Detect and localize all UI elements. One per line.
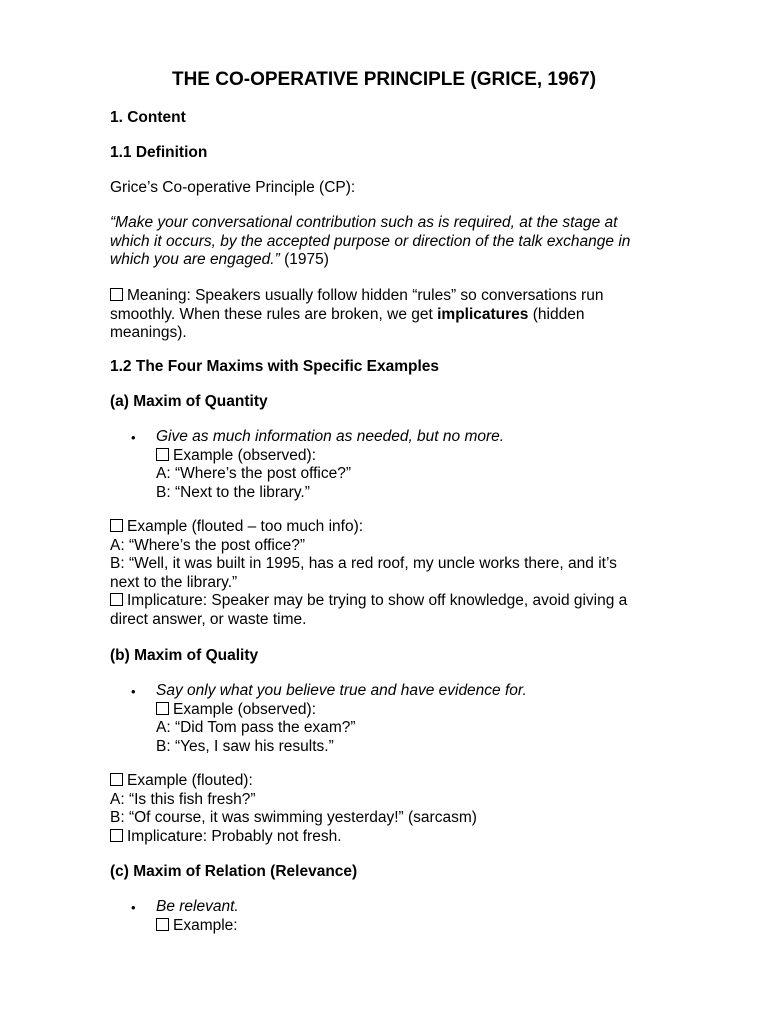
meaning-line: (hidden [528, 305, 585, 323]
maxim-relation-bullet [156, 898, 696, 935]
meaning-line: smoothly. When these rules are broken, we get [110, 305, 438, 323]
maxim-rule: Give as much information as needed, but no more. [156, 428, 505, 445]
missing-glyph-icon [156, 448, 169, 461]
missing-glyph-icon [110, 519, 123, 532]
quote-line: which you are engaged.” [110, 251, 280, 268]
dialogue-line: B: “Next to the library.” [156, 483, 310, 501]
section-heading-definition: 1.1 Definition [110, 144, 208, 161]
missing-glyph-icon [110, 288, 123, 301]
dialogue-line: B: “Well, it was built in 1995, has a red roof, my uncle works there, and it’s [110, 555, 617, 572]
section-heading-content: 1. Content [110, 109, 186, 126]
dialogue-line: A: “Where’s the post office?” [110, 536, 305, 554]
example-label: Example (observed): [173, 446, 317, 464]
maxim-quality-bullet [156, 682, 696, 756]
dialogue-line: B: “Yes, I saw his results.” [156, 737, 334, 755]
implicature-text: direct answer, or waste time. [110, 610, 307, 628]
document-title: THE CO-OPERATIVE PRINCIPLE (GRICE, 1967) [171, 69, 597, 90]
example-label: Example (flouted): [127, 772, 253, 789]
quantity-flouted-example [110, 518, 680, 629]
section-heading-four-maxims: 1.2 The Four Maxims with Specific Examples [110, 358, 440, 375]
quality-flouted-example [110, 772, 680, 846]
example-label: Example (flouted – too much info): [127, 518, 364, 535]
missing-glyph-icon [110, 593, 123, 606]
meaning-line: Meaning: Speakers usually follow hidden “rules” so conversations run [127, 287, 604, 304]
bullet-icon: • [131, 430, 136, 445]
dialogue-line: B: “Of course, it was swimming yesterday!” (sarcasm) [110, 809, 477, 826]
cp-intro-text: Grice’s Co-operative Principle (CP): [110, 179, 356, 196]
maxim-quality-heading: (b) Maxim of Quality [110, 647, 259, 664]
missing-glyph-icon [110, 773, 123, 786]
dialogue-line: A: “Did Tom pass the exam?” [156, 719, 356, 736]
meaning-line: meanings). [110, 324, 187, 341]
example-label: Example (observed): [173, 700, 317, 718]
quote-line: “Make your conversational contribution such as is required, at the stage at [110, 214, 618, 231]
dialogue-line: next to the library.” [110, 573, 238, 591]
implicatures-term: implicatures [437, 305, 529, 323]
meaning-paragraph [110, 287, 680, 343]
example-label: Example: [173, 916, 238, 934]
implicature-text: Implicature: Probably not fresh. [127, 827, 342, 845]
missing-glyph-icon [156, 918, 169, 931]
maxim-rule: Say only what you believe true and have evidence for. [156, 682, 527, 699]
bullet-icon: • [131, 684, 136, 699]
quote-year: (1975) [279, 251, 329, 268]
maxim-rule: Be relevant. [156, 898, 239, 915]
maxim-quantity-heading: (a) Maxim of Quantity [110, 393, 268, 410]
dialogue-line: A: “Where’s the post office?” [156, 465, 351, 482]
implicature-text: Implicature: Speaker may be trying to show off knowledge, avoid giving a [127, 592, 628, 609]
quote-line: which it occurs, by the accepted purpose or direction of the talk exchange in [110, 232, 631, 250]
missing-glyph-icon [110, 829, 123, 842]
bullet-icon: • [131, 900, 136, 915]
missing-glyph-icon [156, 702, 169, 715]
maxim-relation-heading: (c) Maxim of Relation (Relevance) [110, 863, 358, 880]
maxim-quantity-bullet [156, 428, 696, 502]
cp-quote [110, 214, 680, 270]
dialogue-line: A: “Is this fish fresh?” [110, 790, 256, 808]
